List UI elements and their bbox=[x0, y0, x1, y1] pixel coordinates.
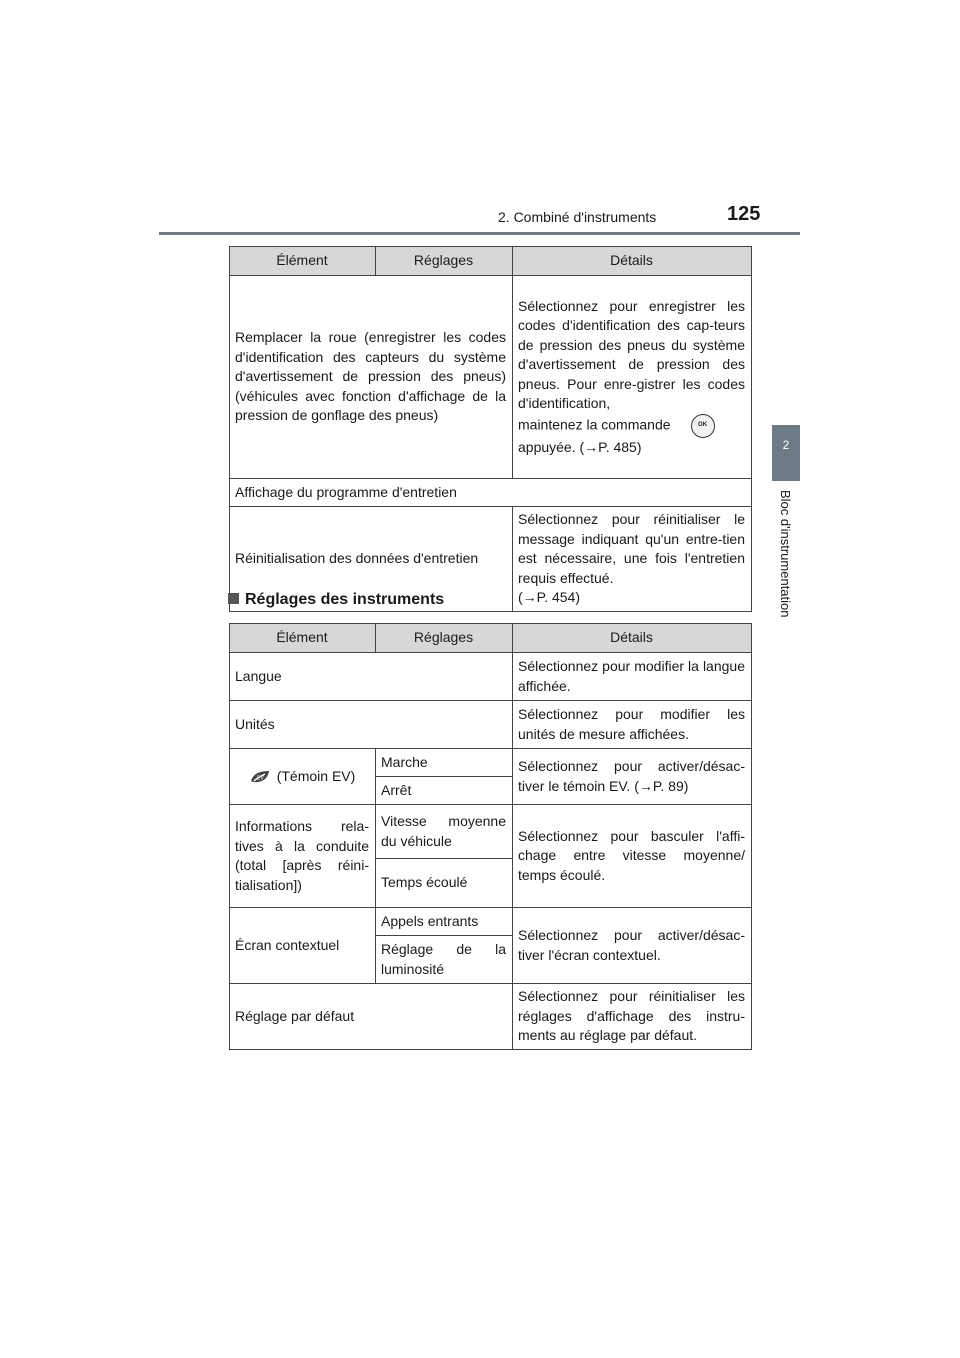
row-element: Unités bbox=[230, 701, 513, 749]
chapter-tab-label: Bloc d'instrumentation bbox=[778, 490, 793, 618]
details-text: appuyée. (→P. 485) bbox=[518, 438, 642, 455]
instrument-settings-table bbox=[229, 623, 752, 1050]
table-row bbox=[230, 276, 752, 479]
row-element: Réglage par défaut bbox=[230, 984, 513, 1050]
ev-indicator-icon bbox=[249, 770, 271, 784]
row-details: Sélectionnez pour modifier la langue affichée. bbox=[513, 653, 752, 701]
column-header-settings: Réglages bbox=[376, 247, 513, 276]
chapter-title: 2. Combiné d'instruments bbox=[498, 209, 657, 225]
square-bullet-icon bbox=[228, 593, 239, 604]
table-row bbox=[230, 805, 752, 859]
section-heading: Réglages des instruments bbox=[228, 591, 444, 609]
column-header-details: Détails bbox=[513, 247, 752, 276]
details-reference: (→P. 454) bbox=[518, 589, 580, 606]
table-row bbox=[230, 984, 752, 1050]
row-details bbox=[513, 507, 752, 612]
table-row bbox=[230, 701, 752, 749]
setting-brightness: Réglage de la luminosité bbox=[376, 936, 513, 984]
row-element: Réinitialisation des données d'entretien bbox=[230, 507, 513, 612]
table-row bbox=[230, 749, 752, 777]
column-header-details: Détails bbox=[513, 624, 752, 653]
row-details: Sélectionnez pour basculer l'affi-chage entre vitesse moyenne/ temps écoulé. bbox=[513, 805, 752, 908]
row-element: Écran contextuel bbox=[230, 908, 376, 984]
setting-incoming-calls: Appels entrants bbox=[376, 908, 513, 936]
row-details: Sélectionnez pour activer/désac-tiver le témoin EV. (→P. 89) bbox=[513, 749, 752, 805]
table-header-row bbox=[230, 247, 752, 276]
table-row bbox=[230, 653, 752, 701]
setting-average-speed: Vitesse moyenne du véhicule bbox=[376, 805, 513, 859]
table-row bbox=[230, 908, 752, 936]
row-details bbox=[513, 276, 752, 479]
row-details: Sélectionnez pour activer/désac-tiver l'écran contextuel. bbox=[513, 908, 752, 984]
details-text: Sélectionnez pour enregistrer les codes d'identification des cap-teurs de pression des pneus du système d'avertissement de pression des pneus. Pour enre-gistrer les codes d'identification, bbox=[518, 297, 745, 412]
row-details: Sélectionnez pour modifier les unités de mesure affichées. bbox=[513, 701, 752, 749]
ok-button-icon: OK bbox=[691, 414, 715, 438]
column-header-settings: Réglages bbox=[376, 624, 513, 653]
row-details: Sélectionnez pour réinitialiser les réglages d'affichage des instru-ments au réglage par défaut. bbox=[513, 984, 752, 1050]
row-element: Remplacer la roue (enregistrer les codes d'identification des capteurs du système d'avertissement de pression des pneus) (véhicules avec fonction d'affichage de la pression de gonflage des pneus) bbox=[230, 276, 513, 479]
details-text: Sélectionnez pour réinitialiser le message indiquant qu'un entre-tien est nécessaire, une fois l'entretien requis effectué. bbox=[518, 511, 745, 586]
svg-text:EV: EV bbox=[256, 775, 264, 782]
table-header-row bbox=[230, 624, 752, 653]
row-element: Informations rela-tives à la conduite (total [après réini-tialisation]) bbox=[230, 805, 376, 908]
setting-arret: Arrêt bbox=[376, 777, 513, 805]
row-element: Affichage du programme d'entretien bbox=[230, 479, 752, 507]
table-row bbox=[230, 479, 752, 507]
row-element: EV (Témoin EV) bbox=[230, 749, 376, 805]
header-rule bbox=[159, 232, 800, 235]
page-number: 125 bbox=[727, 203, 761, 225]
maintenance-settings-table bbox=[229, 246, 752, 612]
chapter-tab-number: 2 bbox=[772, 425, 800, 481]
column-header-element: Élément bbox=[230, 624, 376, 653]
row-element: Langue bbox=[230, 653, 513, 701]
setting-marche: Marche bbox=[376, 749, 513, 777]
setting-elapsed-time: Temps écoulé bbox=[376, 859, 513, 908]
details-text: maintenez la commande bbox=[518, 416, 671, 433]
column-header-element: Élément bbox=[230, 247, 376, 276]
